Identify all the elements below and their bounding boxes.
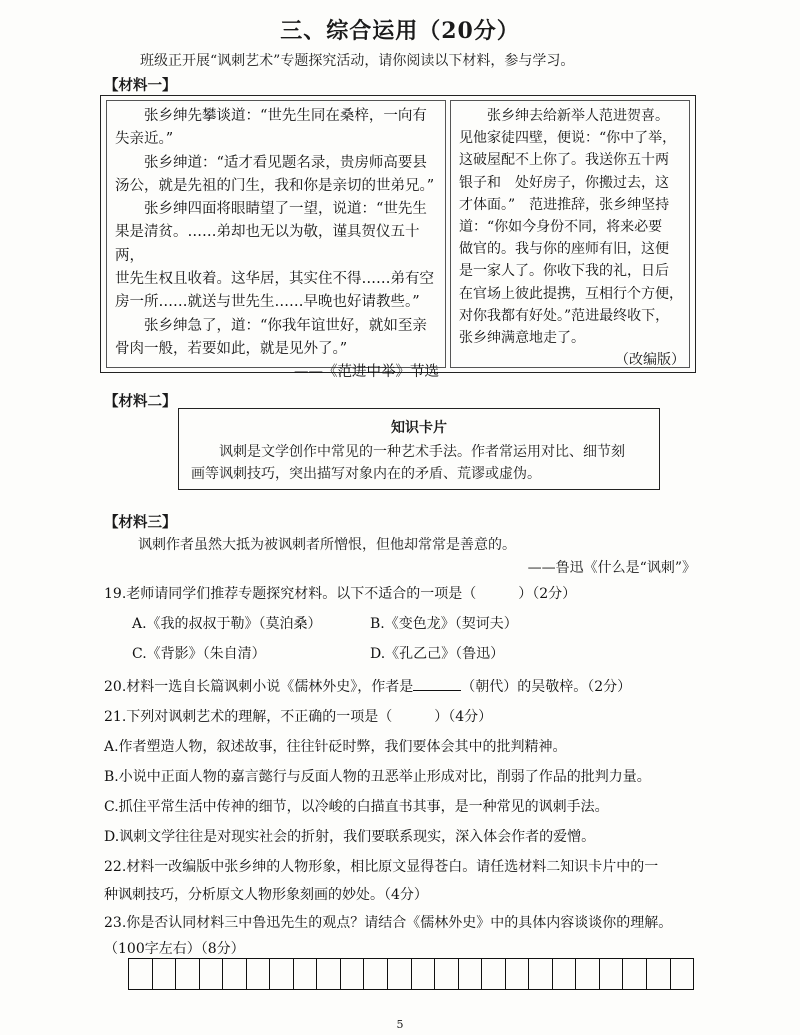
answer-cell[interactable] bbox=[647, 959, 671, 989]
material1-original-line: 张乡绅四面将眼睛望了一望，说道：“世先生 bbox=[144, 201, 427, 218]
material1-adapted-line: 见他家徒四壁，便说：“你中了举， bbox=[459, 130, 677, 147]
material1-adapted-line: 张乡绅满意地走了。 bbox=[459, 330, 585, 347]
material1-original-line: 果是清贫。……弟却也无以为敬，谨具贺仪五十两， bbox=[115, 224, 420, 264]
material1-original-line: 张乡绅急了，道：“你我年谊世好，就如至亲 bbox=[144, 317, 427, 334]
answer-cell[interactable] bbox=[459, 959, 483, 989]
question-22-line2: 种讽刺技巧，分析原文人物形象刻画的妙处。（4分） bbox=[104, 887, 428, 903]
material2-label: 【材料二】 bbox=[104, 393, 177, 410]
answer-cell[interactable] bbox=[223, 959, 247, 989]
intro-text: 班级正开展“讽刺艺术”专题探究活动，请你阅读以下材料，参与学习。 bbox=[140, 53, 575, 69]
knowledge-card-line: 画等讽刺技巧，突出描写对象内在的矛盾、荒谬或虚伪。 bbox=[191, 466, 541, 482]
q19-option-c: C.《背影》（朱自清） bbox=[132, 646, 266, 662]
question-22-line1: 22.材料一改编版中张乡绅的人物形象，相比原文显得苍白。请任选材料二知识卡片中的一 bbox=[104, 859, 659, 875]
answer-cell[interactable] bbox=[294, 959, 318, 989]
q21-option-b: B.小说中正面人物的嘉言懿行与反面人物的丑恶举止形成对比，削弱了作品的批判力量。 bbox=[104, 769, 651, 785]
material1-original-line: 房一所……就送与世先生……早晚也好请教些。” bbox=[115, 294, 420, 311]
q20-text-after: （朝代）的吴敬梓。（2分） bbox=[461, 679, 632, 695]
knowledge-card-body bbox=[191, 441, 651, 485]
material1-original-text bbox=[115, 105, 439, 385]
material1-original-line: 骨肉一般，若要如此，就是见外了。” bbox=[115, 340, 348, 357]
answer-cell[interactable] bbox=[153, 959, 177, 989]
knowledge-card-line: 讽刺是文学创作中常见的一种艺术手法。作者常运用对比、细节刻 bbox=[219, 444, 625, 460]
knowledge-card bbox=[178, 408, 660, 490]
question-20 bbox=[104, 676, 631, 696]
answer-cell[interactable] bbox=[341, 959, 365, 989]
material1-adapted-note: （改编版） bbox=[615, 352, 685, 369]
material1-adapted-box bbox=[450, 100, 690, 368]
answer-cell[interactable] bbox=[200, 959, 224, 989]
answer-cell[interactable] bbox=[600, 959, 624, 989]
material1-adapted-line: 对你我都有好处。”范进最终收下， bbox=[459, 307, 670, 324]
answer-cell[interactable] bbox=[482, 959, 506, 989]
answer-cell[interactable] bbox=[129, 959, 153, 989]
q21-option-c: C.抓住平常生活中传神的细节，以冷峻的白描直书其事，是一种常见的讽刺手法。 bbox=[104, 799, 609, 815]
q19-option-d: D.《孔乙己》（鲁迅） bbox=[370, 646, 505, 662]
material1-adapted-line: 张乡绅去给新举人范进贺喜。 bbox=[487, 108, 669, 124]
answer-cell[interactable] bbox=[176, 959, 200, 989]
section-title: 三、综合运用（20分） bbox=[280, 18, 520, 44]
material1-adapted-line: 做官的。我与你的座师有旧，这便 bbox=[459, 241, 669, 258]
answer-cell[interactable] bbox=[529, 959, 553, 989]
material1-original-line: 汤公，就是先祖的门生，我和你是亲切的世弟兄。” bbox=[115, 177, 435, 194]
question-23-line2: （100字左右）（8分） bbox=[104, 941, 245, 957]
material1-original-line: 张乡绅先攀谈道：“世先生同在桑梓，一向有 bbox=[144, 108, 427, 124]
material1-adapted-text bbox=[459, 105, 685, 371]
answer-cell[interactable] bbox=[270, 959, 294, 989]
q21-option-a: A.作者塑造人物，叙述故事，往往针砭时弊，我们要体会其中的批判精神。 bbox=[104, 739, 567, 755]
material1-adapted-line: 银子和 处好房子，你搬过去，这 bbox=[459, 174, 669, 191]
q20-answer-blank[interactable] bbox=[413, 676, 461, 691]
page-number: 5 bbox=[396, 1018, 404, 1031]
q19-option-a: A.《我的叔叔于勒》（莫泊桑） bbox=[132, 616, 322, 632]
question-21: 21.下列对讽刺艺术的理解，不正确的一项是（ ）（4分） bbox=[104, 709, 493, 725]
answer-grid[interactable] bbox=[128, 958, 694, 990]
material1-original-line: 张乡绅道：“适才看见题名录，贵房师高要县 bbox=[144, 154, 427, 171]
material1-original-box bbox=[106, 100, 446, 381]
material1-adapted-line: 道：“你如今身份不同，将来必要 bbox=[459, 219, 663, 236]
answer-cell[interactable] bbox=[317, 959, 341, 989]
question-23-line1: 23.你是否认同材料三中鲁迅先生的观点？请结合《儒林外史》中的具体内容谈谈你的理解。 bbox=[104, 915, 673, 931]
material1-source: ——《范进中举》节选 bbox=[294, 364, 439, 381]
material1-original-line: 失亲近。” bbox=[115, 131, 174, 148]
q19-option-b: B.《变色龙》（契诃夫） bbox=[370, 616, 518, 632]
q21-option-d: D.讽刺文学往往是对现实社会的折射，我们要联系现实，深入体会作者的爱憎。 bbox=[104, 829, 596, 845]
material3-label: 【材料三】 bbox=[104, 514, 177, 531]
material3-source: ——鲁迅《什么是“讽刺”》 bbox=[527, 560, 696, 576]
answer-cell[interactable] bbox=[553, 959, 577, 989]
material1-adapted-line: 这破屋配不上你了。我送你五十两 bbox=[459, 152, 669, 169]
question-19: 19.老师请同学们推荐专题探究材料。以下不适合的一项是（ ）（2分） bbox=[104, 586, 577, 602]
answer-cell[interactable] bbox=[412, 959, 436, 989]
answer-cell[interactable] bbox=[388, 959, 412, 989]
answer-cell[interactable] bbox=[247, 959, 271, 989]
material1-adapted-line: 是一家人了。你收下我的礼，日后 bbox=[459, 263, 669, 280]
material1-adapted-line: 在官场上彼此提携，互相行个方便， bbox=[459, 285, 683, 302]
material1-label: 【材料一】 bbox=[104, 77, 177, 94]
answer-cell[interactable] bbox=[364, 959, 388, 989]
answer-cell[interactable] bbox=[506, 959, 530, 989]
answer-cell[interactable] bbox=[671, 959, 694, 989]
material3-quote: 讽刺作者虽然大抵为被讽刺者所憎恨，但他却常常是善意的。 bbox=[138, 537, 516, 553]
knowledge-card-title: 知识卡片 bbox=[391, 420, 447, 436]
answer-cell[interactable] bbox=[576, 959, 600, 989]
answer-cell[interactable] bbox=[623, 959, 647, 989]
q20-text-before: 20.材料一选自长篇讽刺小说《儒林外史》，作者是 bbox=[104, 679, 414, 695]
material1-adapted-line: 才体面。” 范进推辞，张乡绅坚持 bbox=[459, 196, 670, 213]
answer-cell[interactable] bbox=[435, 959, 459, 989]
material1-original-line: 世先生权且收着。这华居，其实住不得……弟有空 bbox=[115, 271, 434, 288]
